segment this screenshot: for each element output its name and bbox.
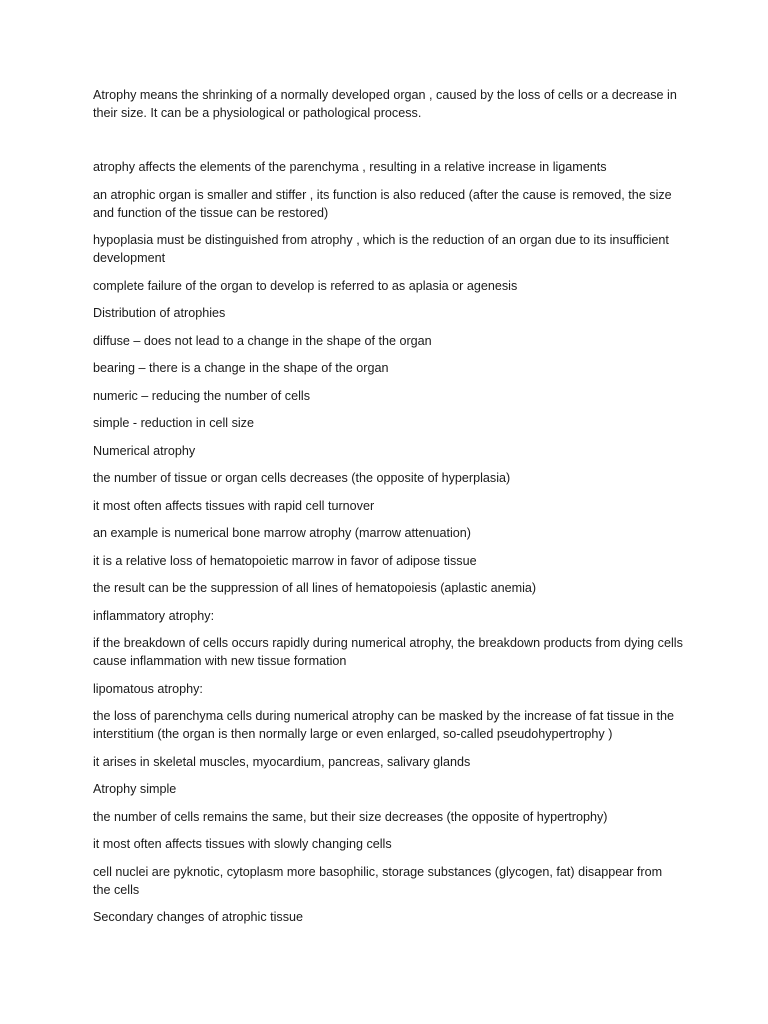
text-line: the result can be the suppression of all lines of hematopoiesis (aplastic anemia): [93, 581, 537, 595]
text-line: an example is numerical bone marrow atrophy (marrow attenuation): [93, 526, 471, 540]
text-line: it arises in skeletal muscles, myocardium, pancreas, salivary glands: [93, 754, 471, 769]
section-heading: inflammatory atrophy:: [93, 608, 215, 623]
text-line: simple - reduction in cell size: [93, 416, 254, 430]
section-heading: Atrophy simple: [93, 782, 177, 796]
section-heading: lipomatous atrophy:: [93, 681, 203, 696]
intro-paragraph: Atrophy means the shrinking of a normally developed organ , caused by the loss of cells or a decrease in their size. It can be a physiological or pathological process.: [93, 88, 677, 120]
text-line: atrophy affects the elements of the parenchyma , resulting in a relative increase in ligaments: [93, 160, 607, 174]
text-line: the number of cells remains the same, but their size decreases (the opposite of hypertrophy): [93, 809, 608, 824]
text-line: if the breakdown of cells occurs rapidly during numerical atrophy, the breakdown products from dying cells cause inflammation with new tissue formation: [93, 636, 683, 668]
section-heading: Numerical atrophy: [93, 443, 196, 458]
text-line: complete failure of the organ to develop is referred to as aplasia or agenesis: [93, 278, 518, 293]
text-line: it is a relative loss of hematopoietic marrow in favor of adipose tissue: [93, 553, 477, 568]
text-line: the number of tissue or organ cells decreases (the opposite of hyperplasia): [93, 471, 511, 485]
text-line: diffuse – does not lead to a change in the shape of the organ: [93, 333, 432, 348]
text-line: an atrophic organ is smaller and stiffer , its function is also reduced (after the cause is removed, the size and function of the tissue can be restored): [93, 187, 672, 220]
section-heading: Distribution of atrophies: [93, 306, 226, 320]
text-line: hypoplasia must be distinguished from atrophy , which is the reduction of an organ due to its insufficient development: [93, 233, 669, 265]
text-line: bearing – there is a change in the shape of the organ: [93, 361, 389, 375]
text-line: the loss of parenchyma cells during numerical atrophy can be masked by the increase of fat tissue in the interstitium (the organ is then normally large or even enlarged, so-called pseudohypertrophy ): [93, 709, 675, 741]
section-heading: Secondary changes of atrophic tissue: [93, 910, 304, 924]
document-page: [93, 86, 683, 936]
text-line: numeric – reducing the number of cells: [93, 388, 311, 403]
text-line: cell nuclei are pyknotic, cytoplasm more basophilic, storage substances (glycogen, fat) disappear from the cells: [93, 864, 663, 897]
text-line: it most often affects tissues with slowly changing cells: [93, 837, 392, 851]
text-line: it most often affects tissues with rapid cell turnover: [93, 498, 375, 513]
